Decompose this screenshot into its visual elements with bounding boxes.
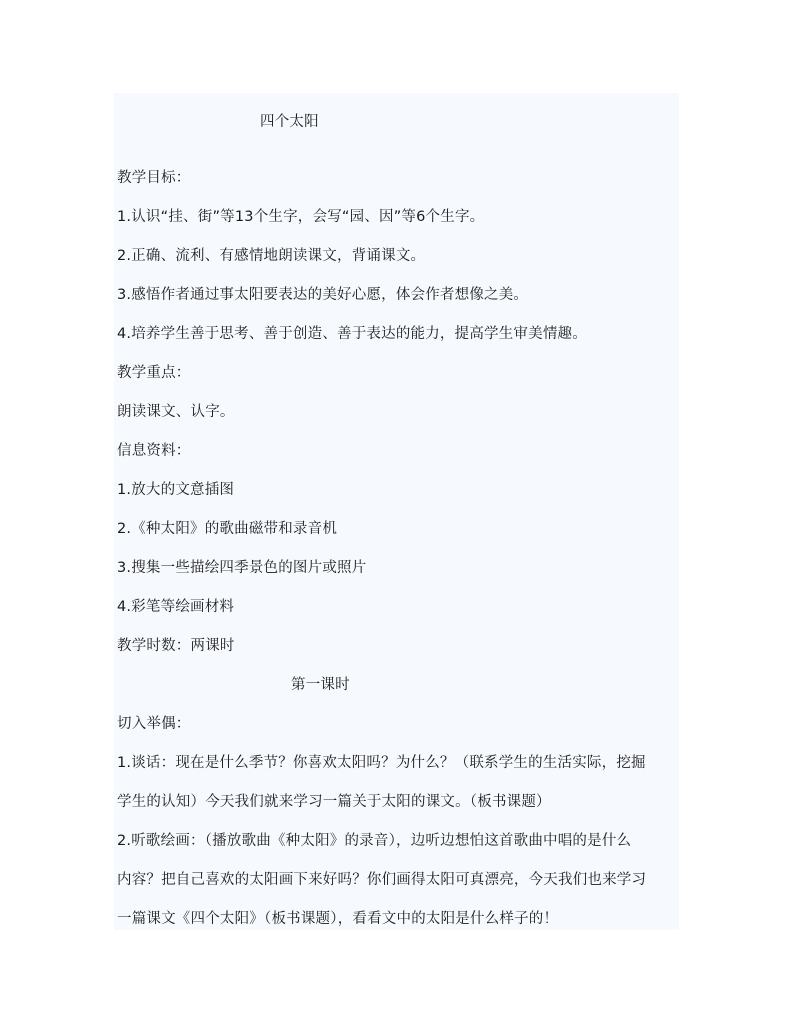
teaching-hours: 教学时数：两课时 (117, 638, 235, 654)
focus-item: 朗读课文、认字。 (117, 404, 235, 420)
intro-line: 内容？把自己喜欢的太阳画下来好吗？你们画得太阳可真漂亮，今天我们也来学习 (117, 872, 647, 888)
material-item: 3.搜集一些描绘四季景色的图片或照片 (117, 560, 367, 576)
intro-line: 2.听歌绘画：（播放歌曲《种太阳》的录音），边听边想怕这首歌曲中唱的是什么 (117, 833, 632, 849)
intro-line: 一篇课文《四个太阳》（板书课题），看看文中的太阳是什么样子的！ (117, 911, 559, 927)
goal-item: 1.认识“挂、街”等13个生字，会写“园、因”等6个生字。 (117, 209, 485, 225)
material-item: 4.彩笔等绘画材料 (117, 599, 235, 615)
intro-heading: 切入举偶： (117, 716, 191, 732)
goal-item: 4.培养学生善于思考、善于创造、善于表达的能力，提高学生审美情趣。 (117, 326, 587, 342)
goal-item: 2.正确、流利、有感情地朗读课文，背诵课文。 (117, 248, 426, 264)
section-heading-materials: 信息资料： (117, 443, 191, 459)
section-heading-goals: 教学目标： (117, 170, 191, 186)
material-item: 2.《种太阳》的歌曲磁带和录音机 (117, 521, 338, 537)
intro-line: 1.谈话：现在是什么季节？你喜欢太阳吗？为什么？（联系学生的生活实际，挖掘 (117, 755, 646, 771)
intro-line: 学生的认知）今天我们就来学习一篇关于太阳的课文。（板书课题） (117, 794, 551, 810)
section-heading-focus: 教学重点： (117, 365, 191, 381)
lesson-title: 第一课时 (291, 677, 350, 693)
goal-item: 3.感悟作者通过事太阳要表达的美好心愿，体会作者想像之美。 (117, 287, 529, 303)
document-title: 四个太阳 (260, 114, 319, 130)
material-item: 1.放大的文意插图 (117, 482, 235, 498)
